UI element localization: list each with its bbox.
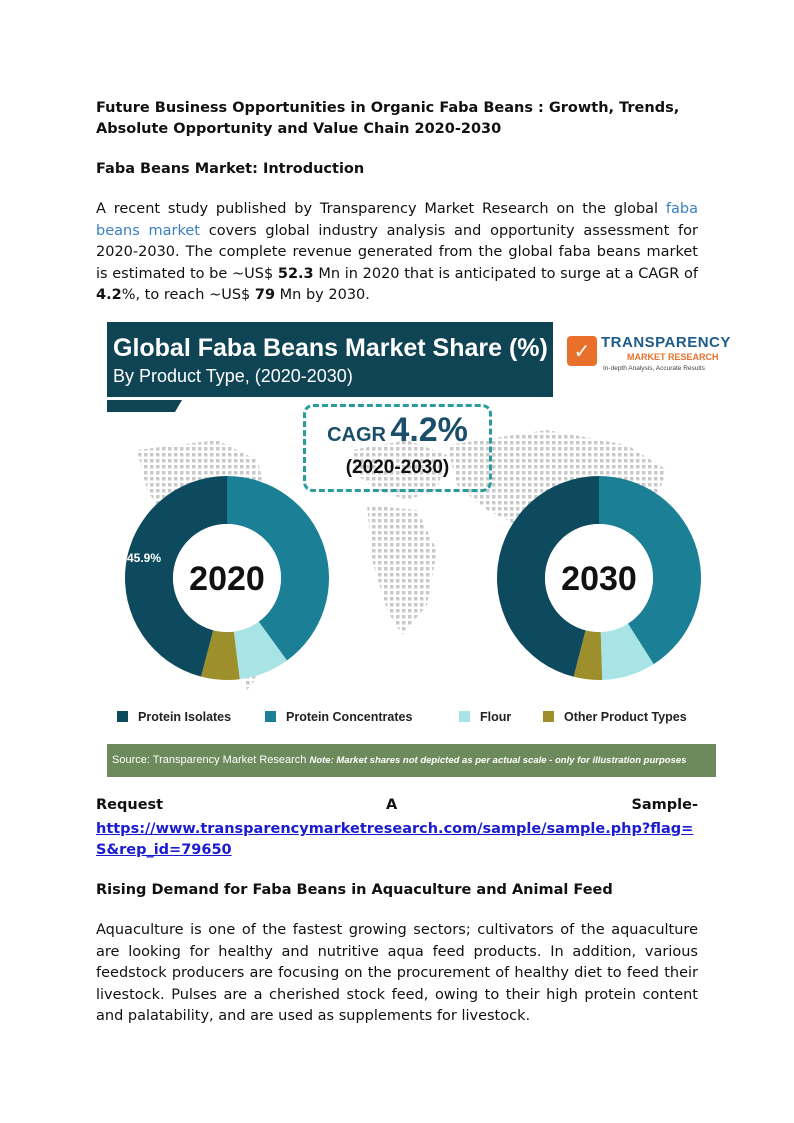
legend-label: Other Product Types <box>564 710 687 724</box>
infographic-subtitle: By Product Type, (2020-2030) <box>113 366 353 386</box>
data-label-2020-0: 45.9% <box>127 551 162 565</box>
legend-label: Protein Isolates <box>138 710 232 724</box>
intro-text-1: A recent study published by Transparency Market Research on the global <box>96 201 666 217</box>
note-text: Note: Market shares not depicted as per actual scale - only for illustration purposes <box>309 755 687 766</box>
legend-item-protein-concentrates <box>265 710 412 724</box>
legend-label: Protein Concentrates <box>286 710 413 724</box>
request-sample-row <box>96 797 698 817</box>
cagr-value: 4.2% <box>390 411 468 449</box>
legend-swatch <box>265 711 276 722</box>
legend-item-flour <box>459 710 511 724</box>
legend-label: Flour <box>480 710 512 724</box>
legend-swatch <box>543 711 554 722</box>
cagr-value-text: 4.2 <box>96 287 122 303</box>
intro-text-4: %, to reach ~US$ <box>121 287 255 303</box>
intro-text-2: covers global industry analysis and opportunity assessment for 2020-2030. The complete revenue generated from the global faba beans market is estimated to be ~US$ <box>96 222 698 282</box>
request-a-word: A <box>386 797 398 813</box>
chart-legend <box>107 710 716 732</box>
section2-paragraph: Aquaculture is one of the fastest growing sectors; cultivators of the aquaculture are looking for healthy and nutritive aqua feed products. In addition, various feedstock producers are focusing on the procurement of healthy diet to feed their livestock. Pulses are a cherished stock feed, owing to their high protein content and palatability, and are used as supplements for livestock. <box>96 922 698 1024</box>
donut-center-year-2030: 2030 <box>561 560 637 598</box>
request-sample-word: Sample- <box>631 797 698 813</box>
legend-item-other <box>543 710 687 724</box>
sample-request-link[interactable]: https://www.transparencymarketresearch.com/sample/sample.php?flag=S&rep_id=79650 <box>96 821 694 858</box>
logo-tagline: In-depth Analysis, Accurate Results <box>603 365 705 372</box>
legend-swatch <box>117 711 128 722</box>
request-word: Request <box>96 797 164 813</box>
logo-name: TRANSPARENCY <box>601 334 731 351</box>
faba-beans-market-link[interactable]: faba beans market <box>96 201 698 239</box>
market-share-infographic <box>107 320 731 778</box>
source-text: Source: Transparency Market Research <box>112 754 307 766</box>
document-title: Future Business Opportunities in Organic Faba Beans : Growth, Trends, Absolute Opportunity and Value Chain 2020-2030 <box>96 100 680 137</box>
tmr-logo-mark-icon: ✓ <box>567 336 597 366</box>
intro-text-5: Mn by 2030. <box>275 287 370 303</box>
value-2030: 79 <box>254 287 276 303</box>
source-footer <box>107 744 716 777</box>
intro-text-3: Mn in 2020 that is anticipated to surge at a CAGR of <box>313 265 699 282</box>
section2-heading: Rising Demand for Faba Beans in Aquaculture and Animal Feed <box>96 882 613 898</box>
logo-sub: MARKET RESEARCH <box>627 352 719 362</box>
legend-item-protein-isolates <box>117 710 231 724</box>
donut-charts <box>107 320 716 710</box>
intro-paragraph <box>96 199 698 307</box>
intro-heading: Faba Beans Market: Introduction <box>96 161 365 177</box>
legend-swatch <box>459 711 470 722</box>
cagr-label: CAGR <box>327 424 386 446</box>
donut-center-year-2020: 2020 <box>189 560 265 598</box>
infographic-title: Global Faba Beans Market Share (%) <box>113 334 548 362</box>
cagr-period: (2020-2030) <box>345 457 450 478</box>
value-2020: 52.3 <box>277 265 314 282</box>
